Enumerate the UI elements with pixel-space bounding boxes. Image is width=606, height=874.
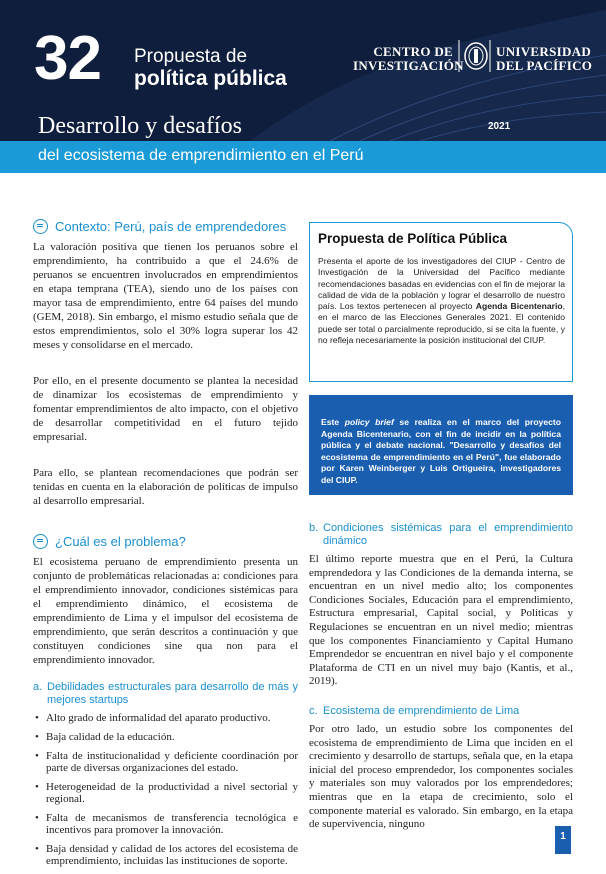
list-item: • Falta de institucionalidad y deficiente coordinación por parte de diversas organizaciones del estado. [33,750,298,774]
page-number: 1 [555,826,571,854]
org-right-line1: UNIVERSIDAD [496,44,592,59]
document-title: Desarrollo y desafíos [38,113,242,139]
publication-year: 2021 [488,121,511,132]
document-subtitle: del ecosistema de emprendimiento en el Perú [38,147,364,164]
weakness-list [33,712,298,867]
subsection-b-body: El último reporte muestra que en el Perú, la Cultura emprendedora y las Condiciones de la demanda interna, se encuentran en un nivel medio alto; los componentes Condiciones Sociales, Educación para el emprendimiento, Estructura empresarial, Capital social, y Políticas y Regulaciones se encuentran en un nivel medio; mientras que los componentes Financiamiento y Capital Humano Emprendedor se encuentran en nivel bajo y el componente Plataforma de CTI en un nivel muy bajo (Kantis, et al., 2019). [309,553,573,688]
subsection-c-title: Ecosistema de emprendimiento de Lima [323,704,520,717]
subsection-c-letter: c. [309,704,318,717]
header-banner [0,0,606,141]
problem-paragraph: El ecosistema peruano de emprendimiento presenta un conjunto de problemáticas relacionadas a: condiciones para el emprendimiento innovador, condiciones sistémicas para el emprendimiento dinámico, el ecosistema de emprendimiento de Lima y el impulsor del ecosistema de emprendimiento, que serán descritos a continuación y que constituyen condiciones sine qua non para el emprendimiento innovador. [33,556,298,666]
subsection-a-letter: a. [33,681,43,693]
subsection-b-title: Condiciones sistémicas para el emprendimiento dinámico [323,522,573,547]
subsection-a-heading [33,681,298,707]
policy-proposal-box [309,222,573,382]
brief-credit-box [309,395,573,495]
org-right-line2: DEL PACÍFICO [496,58,593,73]
list-item: • Baja calidad de la educación. [33,731,298,743]
subsection-a-title: Debilidades estructurales para desarrollo de más y mejores startups [47,681,298,706]
policy-proposal-title: Propuesta de Política Pública [318,231,508,246]
context-heading-text: Contexto: Perú, país de emprendedores [55,218,287,234]
university-seal-icon [459,38,491,74]
subsection-c-heading [309,705,573,718]
subsection-b-letter: b. [309,522,319,534]
list-item: • Falta de mecanismos de transferencia tecnológica e incentivos para promover la innovación. [33,812,298,836]
subtitle-bar [0,141,606,173]
policy-proposal-body [318,256,565,346]
org-name-right [496,45,596,73]
chat-bubble-icon [33,534,48,549]
series-label-line2: política pública [134,67,287,90]
brief-number: 32 [34,24,101,93]
context-paragraph-2: Por ello, en el presente documento se plantea la necesidad de dinamizar los ecosistemas de emprendimiento y fomentar emprendimientos de alto impacto, con el objetivo de desarrollar competitividad en el futuro tejido empresarial. [33,375,298,443]
box2-text-4: proyecto Agenda Bicentenario [321,417,562,439]
box2-text-2: policy brief [344,417,394,427]
problem-heading [33,534,298,549]
subsection-b-heading [309,522,573,548]
list-item: • Alto grado de informalidad del aparato productivo. [33,712,298,724]
context-paragraph-1: La valoración positiva que tienen los peruanos sobre el emprendimiento, ha contribuido a que el 24.6% de peruanos se encuentren involucrados en emprendimientos en etapa temprana (TEA), siendo uno de los países con mayor tasa de emprendimiento, entre 64 países del mundo (GEM, 2018). Sin embargo, el mismo estudio señala que de estos emprendimientos, solo el 30% logra superar los 42 meses y consolidarse en el mercado. [33,241,298,351]
series-label-line1: Propuesta de [134,46,248,67]
context-paragraph-3: Para ello, se plantean recomendaciones que podrán ser tenidas en cuenta en la elaboración de políticas de impulso al desarrollo empresarial. [33,467,298,507]
context-heading [33,219,298,234]
left-column [33,219,298,874]
box2-text-1: Este [321,417,345,427]
list-item: • Heterogeneidad de la productividad a nivel sectorial y regional. [33,781,298,805]
box2-text-3: se realiza en el marco del [393,417,525,427]
list-item: • Baja densidad y calidad de los actores del ecosistema de emprendimiento, incluidas las instituciones de soporte. [33,843,298,867]
box1-text-bold: Agenda Bicentenario [475,301,563,312]
subsection-c-body: Por otro lado, un estudio sobre los componentes del ecosistema de emprendimiento de Lima que inciden en el crecimiento y desarrollo de startups, señala que, en la etapa inicial del proceso emprendedor, los componentes sociales y materiales son muy valorados por los emprendedores; mientras que en la etapa de crecimiento, solo el componente material es valorado. Sin embargo, en la etapa de supervivencia, ninguno [309,722,573,831]
right-column [309,522,573,845]
box1-text-a: Presenta el aporte de los investigadores del CIUP - Centro de Investigación de la Universidad del Pacífico mediante recomendaciones basadas en evidencias con el fin de mejorar la calidad de vida de la población y lograr el desarrollo de nuestro país. Los textos pertenecen al proyecto [318,256,565,312]
chat-bubble-icon [33,219,48,234]
org-left-line1: CENTRO DE [373,44,453,59]
org-name-left [353,44,464,73]
box2-text-5: , con el fin de incidir en la política pública y el debate nacional. "Desarrollo y desafíos del ecosistema de emprendimiento en el Perú", fue elaborado por Karen Weinberger y Luis Ortigueira, investigadores del CIUP. [321,428,561,485]
org-left-line2: INVESTIGACIÓN [353,58,464,73]
box1-text-b: , en el marco de las Elecciones Generales 2021. El contenido puede ser total o parcialmente reproducido, si se cita la fuente, y no refleja necesariamente la posición institucional del CIUP. [318,301,565,346]
problem-heading-text: ¿Cuál es el problema? [55,533,186,549]
